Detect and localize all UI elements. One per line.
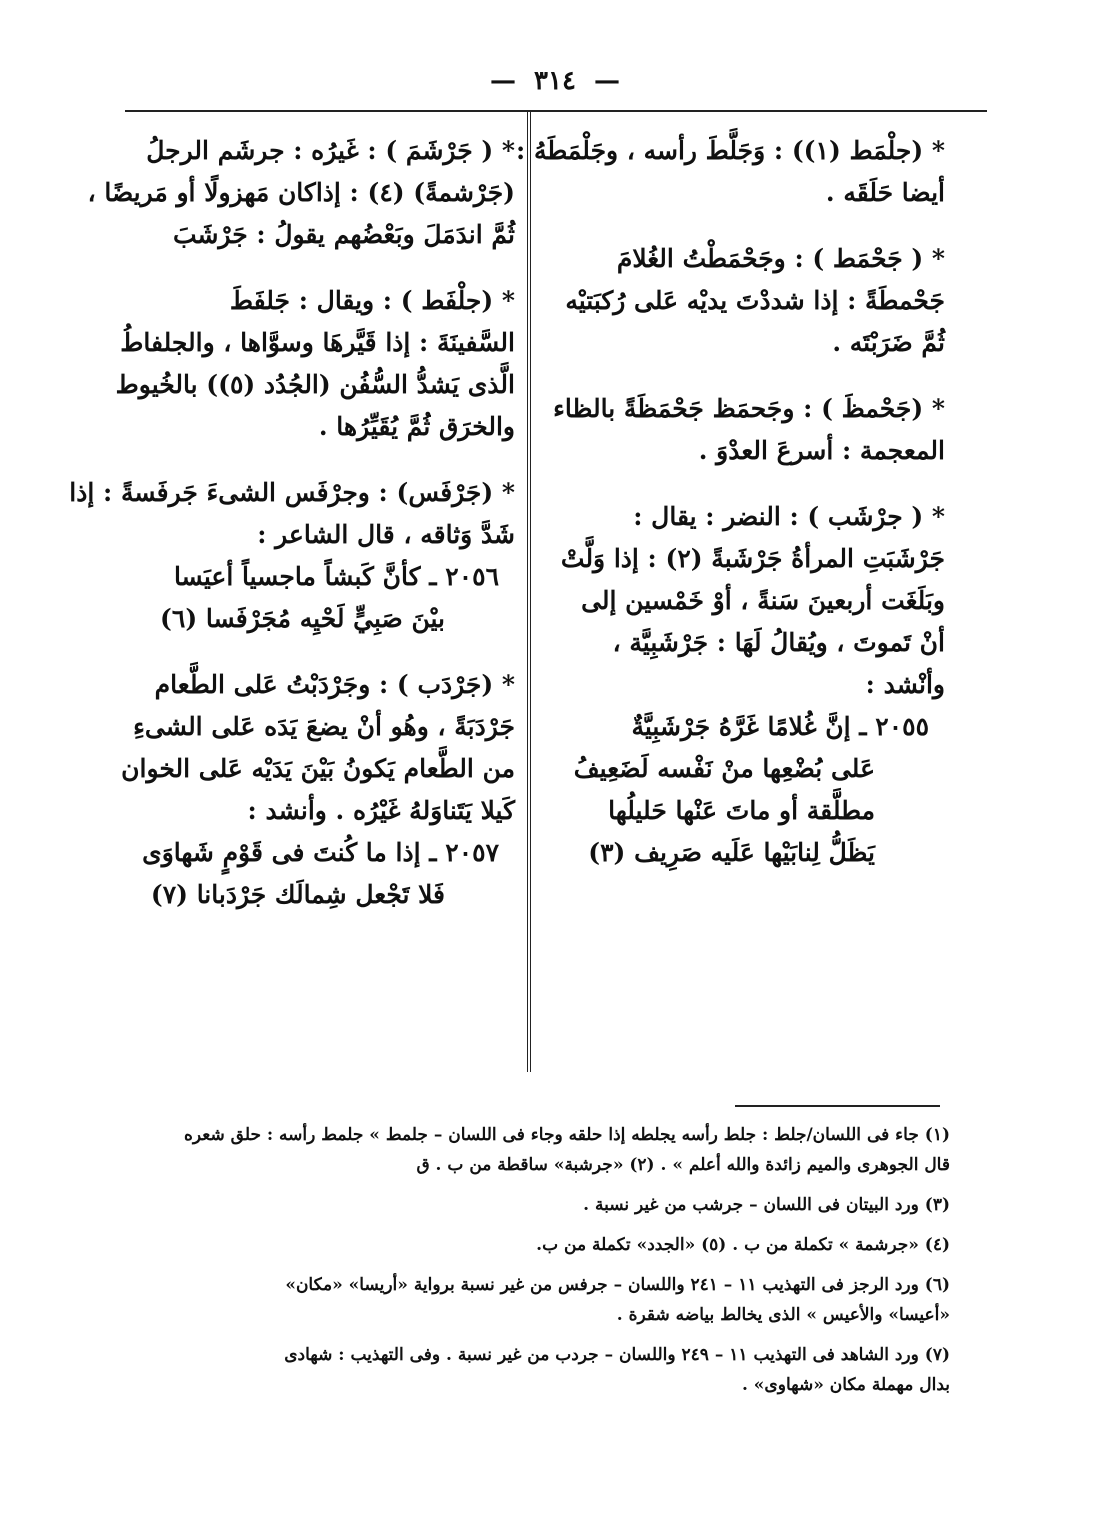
column-divider: [527, 112, 531, 1072]
text-line: أنْ تَموتَ ، ويُقالُ لَهَا : جَرْشَبِيَّة ،: [612, 628, 945, 657]
text-line: ثُمَّ اندَمَلَ وبَعْضُهم يقولُ : جَرْشَبَ: [172, 220, 515, 249]
verse-line: بيْنَ صَبِيٍّ لَحْيِه مُجَرْفَسا (٦): [160, 604, 445, 633]
text-line: * (جَرْفَس) : وجرْفَس الشىءَ جَرفَسةً : إذا: [69, 478, 515, 507]
text-line: كَيلا يَتَناوَلهُ غَيْرُه . وأنشد :: [247, 796, 515, 825]
footnote-line: (١) جاء فى اللسان/جلط : جلط رأسه يجلطه إذا حلقه وجاء فى اللسان – جلمط » جلمط رأسه : حلق شعره: [183, 1125, 950, 1145]
footnote-line: (٧) ورد الشاهد فى التهذيب ١١ – ٢٤٩ واللسان – جردب من غير نسبة . وفى التهذيب : شهادى: [284, 1345, 950, 1365]
verse-line: ٢٠٥٥ ـ إنَّ غُلامًا غَرَّهُ جَرْشَبِيَّةٌ: [631, 712, 929, 741]
text-line: ثُمَّ ضَرَبْتَه .: [832, 328, 945, 357]
verse-line: ٢٠٥٧ ـ إذا ما كُنتَ فى قَوْمٍ شَهاوَى: [142, 838, 499, 867]
verse-line: يَظَلُّ لِنابَيْها عَلَيه صَرِيف (٣): [588, 838, 875, 867]
verse-line: فَلا تَجْعل شِمالَك جَرْدَبانا (٧): [150, 880, 445, 909]
text-line: * (جَحْمظَ ) : وجَحمَظ جَحْمَظَةً بالظاء: [553, 394, 945, 423]
left-column: [69, 130, 515, 916]
footnote-rule: [735, 1105, 940, 1107]
page-number: — ٣١٤ —: [490, 66, 620, 96]
text-line: * ( جرْشَب ) : النضر : يقال :: [633, 502, 945, 531]
footnote-line: بدال مهملة مكان «شهاوى» .: [741, 1375, 950, 1395]
footnotes: [130, 1120, 950, 1400]
text-line: الَّذى يَشدُّ السُّفُن (الجُدُد (٥)) بالخُيوط: [115, 370, 515, 399]
text-line: والخرَق ثُمَّ يُقَيِّرُها .: [318, 412, 515, 441]
page-number-text: ٣١٤: [534, 66, 576, 96]
text-line: أيضا حَلَقَه .: [825, 178, 945, 207]
text-line: * (جَرْدَب ) : وجَرْدَبْتُ عَلى الطَّعام: [154, 670, 515, 699]
text-line: شَدَّ وَثاقه ، قال الشاعر :: [257, 520, 515, 549]
text-line: * (جلْمَط (١)) : وَجَلَّطَ رأسه ، وجَلْمَطَهُ :: [516, 136, 945, 165]
footnote-line: (٣) ورد البيتان فى اللسان – جرشب من غير نسبة .: [583, 1195, 950, 1215]
footnote-line: «أعيسا» والأعيس » الذى يخالط بياضه شقرة .: [616, 1305, 950, 1325]
text-line: * ( جَحْمَط ) : وجَحْمَطْتُ الغُلامَ: [616, 244, 945, 273]
text-line: من الطَّعام يَكونُ بَيْنَ يَدَيْه عَلى الخوان: [121, 754, 515, 783]
text-line: المعجمة : أسرعَ العدْوَ .: [698, 436, 945, 465]
right-column: [516, 130, 945, 874]
verse-line: ٢٠٥٦ ـ كأنَّ كَبشاً ماجسياً أعيَسا: [173, 562, 499, 591]
footnote-line: قال الجوهرى والميم زائدة والله أعلم » . (٢) «جرشبة» ساقطة من ب . ق: [416, 1155, 950, 1175]
footnote-line: (٦) ورد الرجز فى التهذيب ١١ – ٢٤١ واللسان – جرفس من غير نسبة برواية «أريسا» «مكان»: [285, 1275, 950, 1295]
header-rule: [125, 110, 987, 112]
text-line: (جَرْشمةً) (٤) : إذاكان مَهزولًا أو مَريضًا ،: [87, 178, 515, 207]
text-line: * ( جَرْشَمَ ) : غَيرُه : جرشَم الرجلُ: [146, 136, 515, 165]
verse-line: مطلَّقة أو ماتَ عَنْها حَليلُها: [608, 796, 875, 825]
text-line: جَرْشَبَتِ المرأةُ جَرْشَبةً (٢) : إذا وَلَّتْ: [560, 544, 945, 573]
text-line: وبَلَغَت أربعينَ سَنةً ، أوْ خَمْسين إلى: [581, 586, 945, 615]
verse-line: عَلى بُضْعِها منْ نَفْسه لَضَعِيفُ: [573, 754, 875, 783]
text-line: السَّفينَةَ : إذا قَيَّرهَا وسوَّاها ، والجلفاطُ: [120, 328, 515, 357]
text-line: جَرْدَبَةً ، وهُو أنْ يضعَ يَدَه عَلى الشىءِ: [133, 712, 515, 741]
text-line: وأنْشد :: [865, 670, 945, 699]
footnote-line: (٤) «جرشمة » تكملة من ب . (٥) «الجدد» تكملة من ب.: [536, 1235, 950, 1255]
text-line: جَحْمطَةً : إذا شددْتَ يديْه عَلى رُكبَتيْه: [565, 286, 945, 315]
text-line: * (جلْفَط ) : ويقال : جَلفَطَ: [229, 286, 515, 315]
